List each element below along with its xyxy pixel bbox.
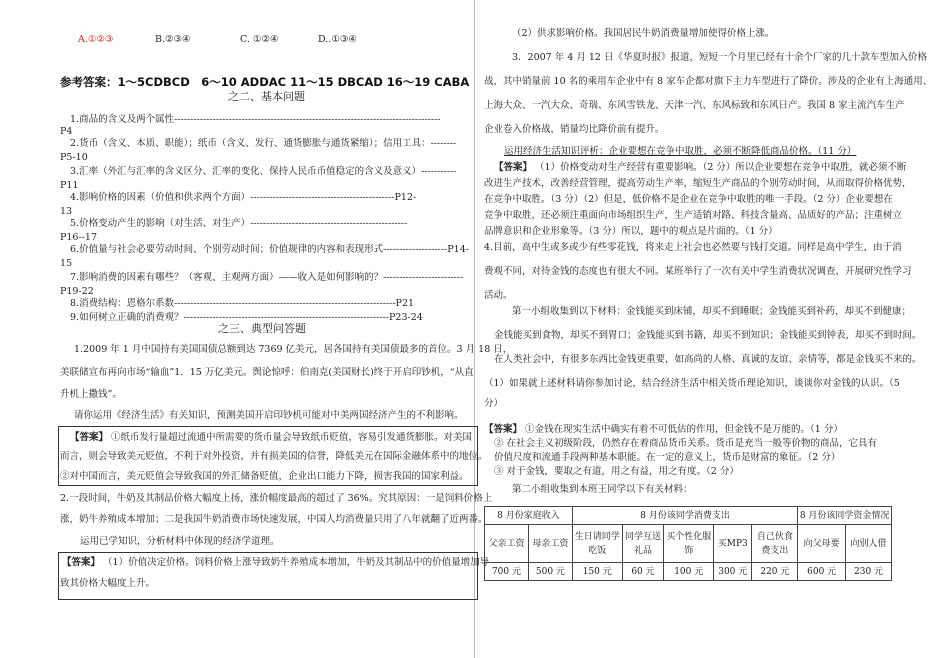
- option-a: A.①②③: [78, 34, 114, 45]
- q4-answer-text-1: ①金钱在现实生活中确实有着不可低估的作用，但金钱不是万能的。（1 分）: [525, 424, 843, 435]
- q4-material-1: 第一小组收集到以下材料：金钱能买到床铺，却买不到睡眠；金钱能买到补药，却买不到健康；: [512, 306, 912, 317]
- table-value-father: 700 元: [485, 563, 529, 581]
- basic-item-9: 9.如何树立正确的消费观？----------------------------------------------------------------P23-24: [70, 312, 423, 323]
- table-value-birthday: 150 元: [572, 563, 622, 581]
- table-col-clothes: 买个性化服饰: [664, 525, 714, 563]
- q4-sub1-line-1: （1）如果就上述材料请你参加讨论，结合经济生活中相关货币理论知识，谈谈你对金钱的认识。（5: [484, 378, 900, 389]
- q4-answer-label: 【答案】: [484, 424, 523, 435]
- table-header-spending: 8 月份该同学消费支出: [572, 507, 797, 525]
- section3-title: 之三、典型问答题: [218, 322, 306, 335]
- table-header-funds: 8 月份该同学资金情况: [798, 507, 892, 525]
- q3-answer-line-5: 品牌意识和企业形象等。（3 分）所以，题中的观点是片面的。（1 分）: [484, 226, 778, 237]
- table-value-borrowed: 230 元: [846, 563, 892, 581]
- table-col-mother: 母亲工资: [528, 525, 572, 563]
- q2-answer-text-1: （1）价值决定价格。饲料价格上涨导致奶牛养殖成本增加，牛奶及其制品中的价值量增加导: [103, 557, 490, 568]
- table-value-mother: 500 元: [528, 563, 572, 581]
- q4-material-3: 在人类社会中，有很多东西比金钱更重要，如高尚的人格、真诚的友谊、亲情等，都是金钱买不来的。: [494, 354, 922, 365]
- q1-prompt: 请你运用《经济生活》有关知识，预测美国开启印钞机可能对中美两国经济产生的不利影响。: [74, 410, 464, 421]
- basic-item-7: 7.影响消费的因素有哪些？（客观、主观两方面）——收入是如何影响的？-------------------------: [70, 272, 464, 283]
- basic-item-4: 4.影响价格的因素（价值和供求两个方面）---------------------------------------------P12-: [70, 192, 417, 203]
- basic-item-2: 2.货币（含义、本质、职能）；纸币（含义、发行、通货膨胀与通货紧缩）；信用工具：--------: [70, 138, 457, 149]
- table-col-father: 父亲工资: [485, 525, 529, 563]
- table-value-clothes: 100 元: [664, 563, 714, 581]
- table-col-birthday: 生日请同学吃饭: [572, 525, 622, 563]
- q1-answer-line-3: ②对中国而言，美元贬值会导致我国的外汇储备贬值，企业出口能力下降，损害我国的国家利益。: [60, 471, 469, 482]
- q3-answer-line-4: 竞争中取胜，还必须注重面向市场组织生产，生产适销对路、科技含量高、品质好的产品；注重树立: [484, 210, 903, 221]
- q2-line-1: 2.一段时间，牛奶及其制品价格大幅度上扬，涨价幅度最高的超过了 36%。究其原因：一是饲料价格上: [60, 493, 493, 504]
- table-value-food: 220 元: [752, 563, 798, 581]
- q4-line-2: 费观不同，对待金钱的态度也有很大不同。某班举行了一次有关中学生消费状况调查，开展研究性学习: [484, 266, 912, 277]
- table-value-gifts: 60 元: [622, 563, 664, 581]
- basic-item-3-page: P11: [60, 180, 79, 191]
- right-line-3: 战，其中销量前 10 名的乘用车企业中有 8 家车企都对旗下主力车型进行了降价。涉及的企业有上海通用、: [484, 76, 933, 87]
- table-col-borrowed: 向别人借: [846, 525, 892, 563]
- right-line-5: 企业卷入价格战，销量均比降价前有提升。: [484, 124, 665, 135]
- section2-title: 之二、基本问题: [228, 90, 305, 103]
- basic-item-5-page: P16--17: [60, 232, 97, 243]
- option-d: D..①③④: [318, 34, 357, 45]
- table-col-mp3: 买MP3: [714, 525, 752, 563]
- basic-item-2-page: P5-10: [60, 152, 88, 163]
- q1-line-1: 1.2009 年 1 月中国持有美国国债总额到达 7369 亿美元，居各国持有美国债最多的首位。3 月 18 日，: [74, 344, 513, 355]
- right-line-4: 上海大众、一汽大众、奇瑞、东风雪铁龙、天津一汽、东风标致和东风日产。我国 8 家主流汽车生产: [484, 100, 905, 111]
- q4-answer-line-4: ③ 对于金钱，要取之有道，用之有益，用之有度。（2 分）: [494, 466, 739, 477]
- right-line-1: （2）供求影响价格。我国居民牛奶消费量增加使得价格上涨。: [512, 28, 775, 39]
- spending-table: [484, 506, 892, 581]
- q4-answer-line-1: [484, 424, 843, 436]
- q3-answer-line-3: 在竞争中取胜。（3 分）（2）但是，低价格不是企业在竞争中取胜的唯一手段。（2 分）企业要想在: [484, 194, 893, 205]
- q1-answer-line-1: [70, 432, 472, 444]
- table-col-from-parents: 向父母要: [798, 525, 846, 563]
- q4-material-2: 金钱能买到食物，却买不到胃口；金钱能买到书籍，却买不到知识；金钱能买到钟表，却买不到时间。: [494, 330, 922, 341]
- right-line-2: 3．2007 年 4 月 12 日《华夏时报》报道，短短一个月里已经有十余个厂家的几十款车型加入价格: [512, 52, 927, 63]
- q2-answer-line-1: [62, 557, 489, 569]
- q4-sub1-line-2: 分）: [484, 398, 504, 409]
- q4-line-3: 活动。: [484, 290, 513, 301]
- q3-answer-line-1: [494, 162, 906, 174]
- q1-answer-label: 【答案】: [70, 432, 109, 443]
- basic-item-4-page: 13: [60, 206, 73, 217]
- q1-answer-line-2: 而言，则会导致美元贬值，不利于对外投资，并有损美国的信誉，降低美元在国际金融体系中的地位。: [60, 451, 488, 462]
- table-col-food: 自己伙食费支出: [752, 525, 798, 563]
- q2-prompt: 运用已学知识，分析材料中体现的经济学道理。: [80, 536, 280, 547]
- table-value-mp3: 300 元: [714, 563, 752, 581]
- basic-item-6-page: 15: [60, 258, 73, 269]
- q3-answer-line-2: 改进生产技术，改善经营管理，提高劳动生产率，缩短生产商品的个别劳动时间，从而取得价格优势，: [484, 178, 912, 189]
- basic-item-1: 1.商品的含义及两个属性-----------------------------------------------------------------------------------: [70, 114, 441, 125]
- basic-item-6: 6.价值量与社会必要劳动时间、个别劳动时间；价值规律的内容和表现形式--------------------P14-: [70, 244, 469, 255]
- q1-answer-text-1: ①纸币发行量超过流通中所需要的货币量会导致纸币贬值，容易引发通货膨胀。对美国: [111, 432, 473, 443]
- q2-answer-line-2: 致其价格大幅度上升。: [60, 578, 156, 589]
- table-value-from-parents: 600 元: [798, 563, 846, 581]
- q2-line-2: 涨，奶牛养殖成本增加；二是我国牛奶消费市场快速发展，中国人均消费量只用了八年就翻了近两番。: [60, 514, 488, 525]
- q4-answer-line-3: 价值尺度和流通手段两种基本职能。在一定的意义上，货币是财富的象征。（2 分）: [494, 452, 841, 463]
- q3-answer-text-1: （1）价格变动对生产经营有重要影响。（2 分）所以企业要想在竞争中取胜，就必须不断: [535, 162, 907, 173]
- option-c: C. ①②④: [240, 34, 279, 45]
- q3-answer-label: 【答案】: [494, 162, 533, 173]
- table-header-income: 8 月份家庭收入: [485, 507, 573, 525]
- q4-line-1: 4.目前，高中生或多或少有些零花钱，将来走上社会也必然要与钱打交道。同样是高中学生，由于消: [484, 242, 902, 253]
- table-col-gifts: 同学互送礼品: [622, 525, 664, 563]
- q2-answer-label: 【答案】: [62, 557, 101, 568]
- answer-key: 参考答案：1～5CDBCD 6～10 ADDAC 11～15 DBCAD 16～19 CABA: [60, 75, 470, 89]
- basic-item-8: 8.消费结构：恩格尔系数---------------------------------------------------------------------P21: [70, 298, 415, 309]
- basic-item-3: 3.汇率（外汇与汇率的含义区分、汇率的变化、保持人民币币值稳定的含义及意义）-----------: [70, 166, 457, 177]
- basic-item-1-page: P4: [60, 126, 73, 137]
- q1-line-3: 升机上撒钱”。: [60, 389, 122, 400]
- q4-group2: 第二小组收集到本班王同学以下有关材料：: [512, 484, 693, 495]
- q1-line-2: 美联储宣布再向市场“输血”1．15 万亿美元。舆论惊呼：伯南克(美国财长)终于开启印钞机，“从直: [60, 367, 474, 378]
- q3-prompt: 运用经济生活知识评析：企业要想在竞争中取胜，必须不断降低商品价格。（11 分）: [504, 146, 857, 157]
- basic-item-7-page: P19-22: [60, 286, 94, 297]
- basic-item-5: 5.价格变动产生的影响（对生活、对生产）-------------------------------------------------: [70, 218, 408, 229]
- option-b: B.②③④: [155, 34, 191, 45]
- q4-answer-line-2: ② 在社会主义初级阶段，仍然存在着商品货币关系。货币是充当一般等价物的商品，它具有: [494, 438, 878, 449]
